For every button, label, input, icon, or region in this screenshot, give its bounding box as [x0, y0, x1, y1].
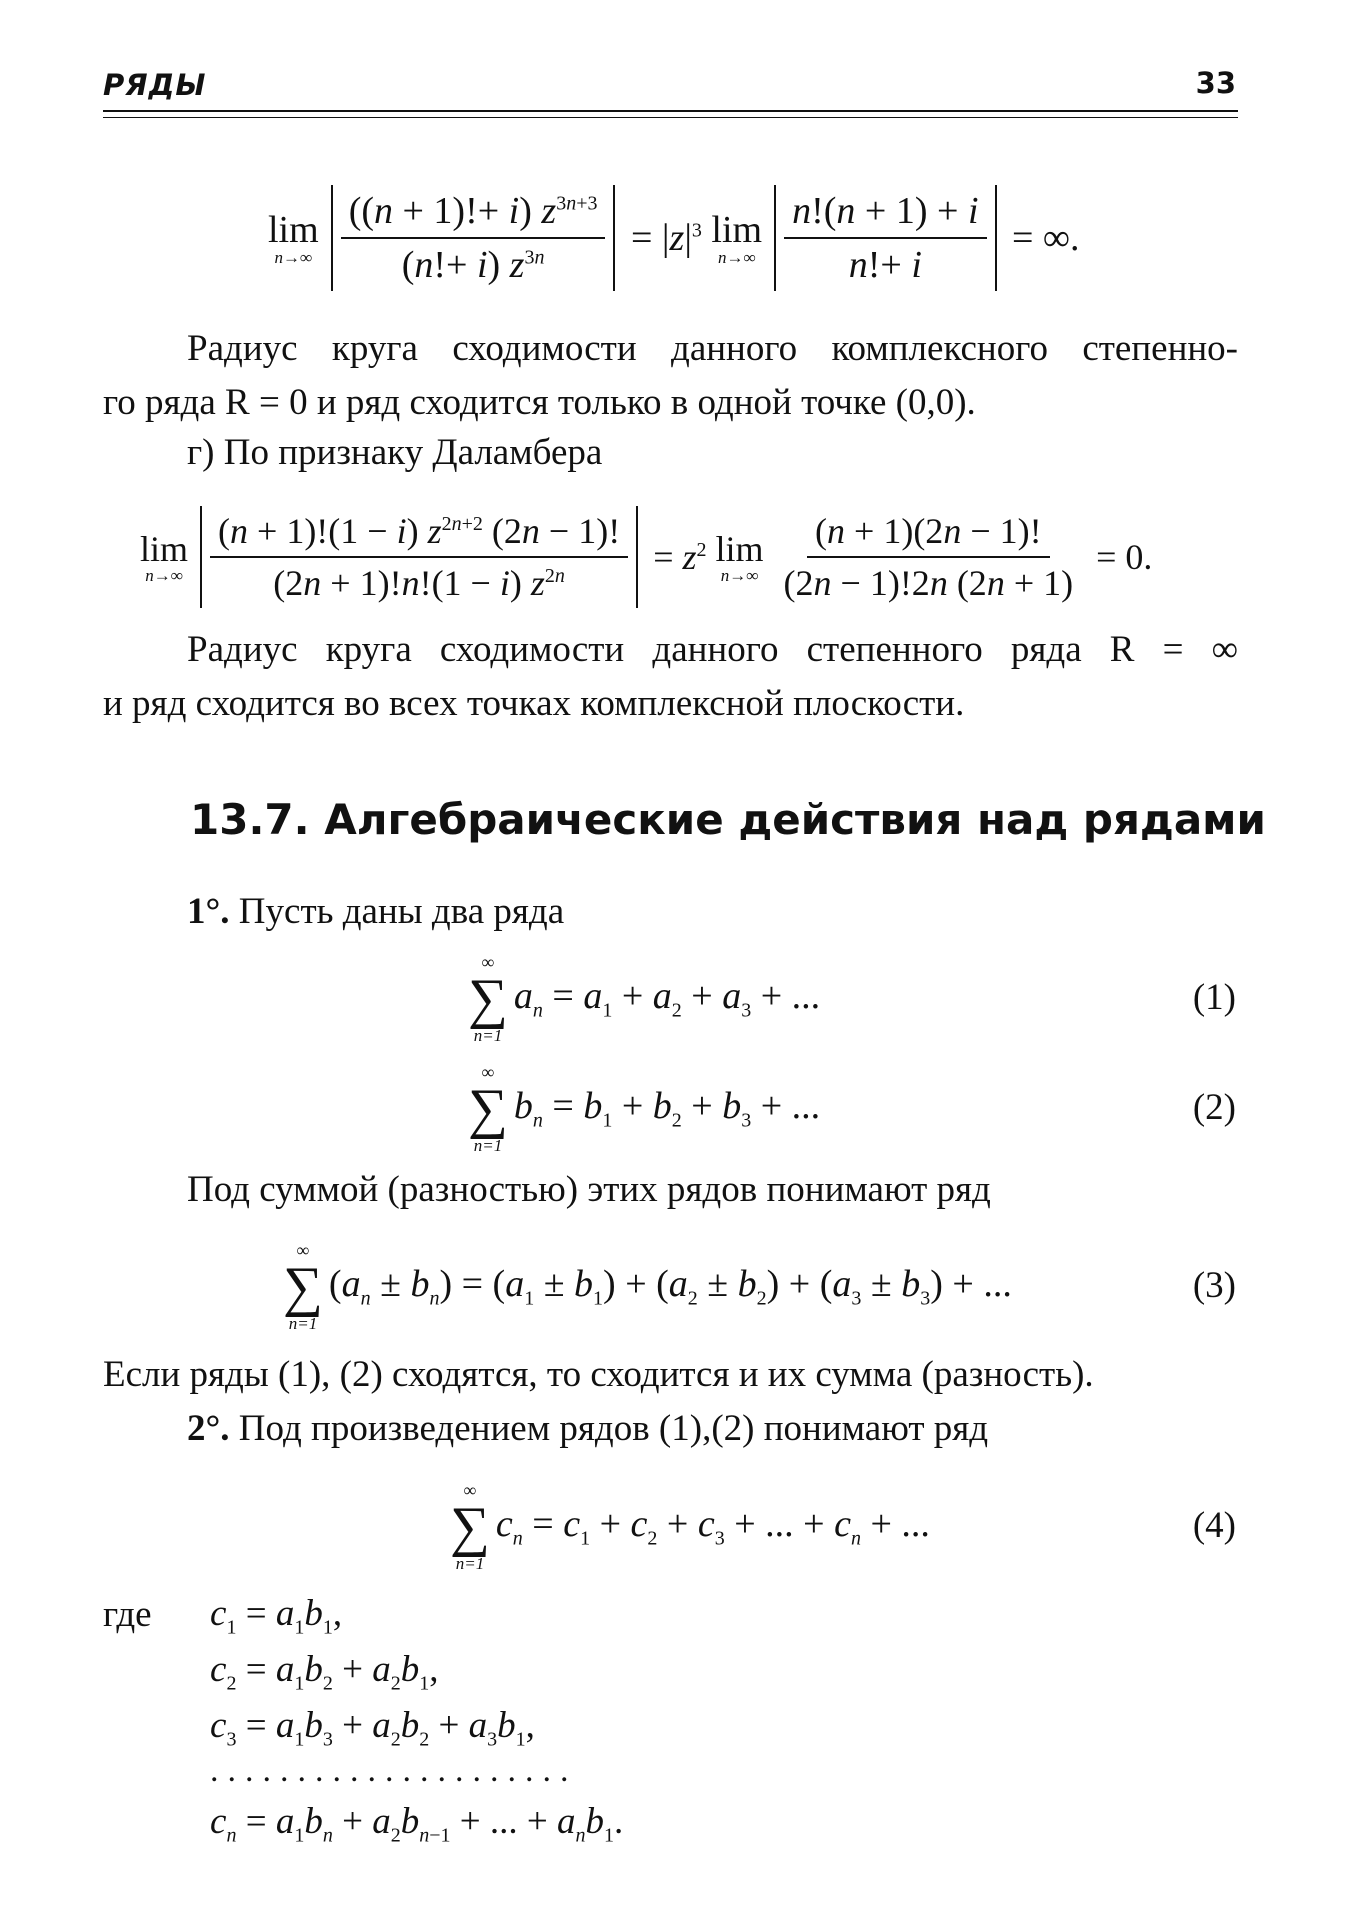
- item-text: Пусть даны два ряда: [238, 891, 565, 932]
- coef-c2: $c_2 = a_1b_2 + a_2b_1$,: [210, 1649, 439, 1695]
- coef-c3: $c_3 = a_1b_3 + a_2b_2 + a_3b_1$,: [210, 1705, 535, 1751]
- coef-cn: $c_n = a_1b_n + a_2b_{n-1}$ + ... + $a_nb_1$.: [210, 1801, 624, 1847]
- sum-definition: Под суммой (разностью) этих рядов понимают ряд: [187, 1169, 991, 1210]
- coef-c1: $c_1 = a_1b_1$,: [210, 1593, 343, 1639]
- equation-3: ∞ ∑ n=1 $(a_n \pm b_n) = (a_1 \pm b_1) + (a_2 \pm b_2) + (a_3 \pm b_3)$ + ...: [283, 1239, 1012, 1333]
- header-rule: [103, 110, 1238, 112]
- formula-limit-2: lim n→∞ $\frac{(n + 1)!(1 - i) z^{2n+2} (2n - 1)!}{(2n + 1)!n!(1 - i) z^{2n}}$ = $z^2$ lim n→∞ $\frac{(n + 1)(2n - 1)!}{(2n - 1)!2n (2n + 1)}$ = 0.: [140, 492, 1152, 622]
- equation-number: (1): [1192, 977, 1236, 1018]
- text-line: го ряда R = 0 и ряд сходится только в одной точке (0,0).: [103, 382, 976, 423]
- equation-number: (3): [1192, 1265, 1236, 1306]
- item-marker: 1°.: [187, 891, 230, 932]
- text-line: Радиус круга сходимости данного степенного ряда R = ∞: [187, 629, 1238, 670]
- running-title: РЯДЫ: [103, 68, 207, 102]
- abs-value: $\frac{(n + 1)!(1 - i) z^{2n+2} (2n - 1)!}{(2n + 1)!n!(1 - i) z^{2n}}$: [200, 506, 638, 608]
- page-number: 33: [1195, 66, 1236, 100]
- text-line: и ряд сходится во всех точках комплексной плоскости.: [103, 683, 965, 724]
- abs-value: $\frac{((n + 1)!+ i) z^{3n+3}}{(n!+ i) z^{3n}}$: [331, 185, 616, 291]
- equation-4: ∞ ∑ n=1 $c_n = c_1 + c_2 + c_3$ + ... + $c_n$ + ...: [450, 1479, 930, 1573]
- ellipsis-row: .....................: [210, 1752, 578, 1789]
- equation-2: ∞ ∑ n=1 $b_n = b_1 + b_2 + b_3$ + ...: [468, 1061, 821, 1155]
- item-2: [187, 1402, 988, 1456]
- equation-number: (4): [1192, 1505, 1236, 1546]
- section-heading: 13.7. Алгебраические действия над рядами: [190, 795, 1266, 844]
- header-rule-thin: [103, 117, 1238, 118]
- item-1: [187, 885, 564, 939]
- text-line: Радиус круга сходимости данного комплексного степенно-: [187, 328, 1238, 369]
- convergence-statement: Если ряды (1), (2) сходятся, то сходится и их сумма (разность).: [103, 1354, 1094, 1395]
- item-text: Под произведением рядов (1),(2) понимают ряд: [238, 1408, 989, 1449]
- equation-1: ∞ ∑ n=1 $a_n = a_1 + a_2 + a_3$ + ...: [468, 951, 821, 1045]
- formula-limit-1: lim n→∞ $\frac{((n + 1)!+ i) z^{3n+3}}{(n!+ i) z^{3n}}$ = $|z|^3$ lim n→∞ $\frac{n!(n + 1) + i}{n!+ i}$ = ∞.: [268, 168, 1080, 308]
- abs-value: $\frac{n!(n + 1) + i}{n!+ i}$: [774, 185, 996, 291]
- dalembert-label: г) По признаку Даламбера: [187, 432, 603, 473]
- paragraph-radius-1: [103, 322, 1238, 430]
- item-marker: 2°.: [187, 1408, 230, 1449]
- paragraph-radius-2: [103, 623, 1238, 731]
- where-label: где: [103, 1594, 152, 1635]
- equation-number: (2): [1192, 1087, 1236, 1128]
